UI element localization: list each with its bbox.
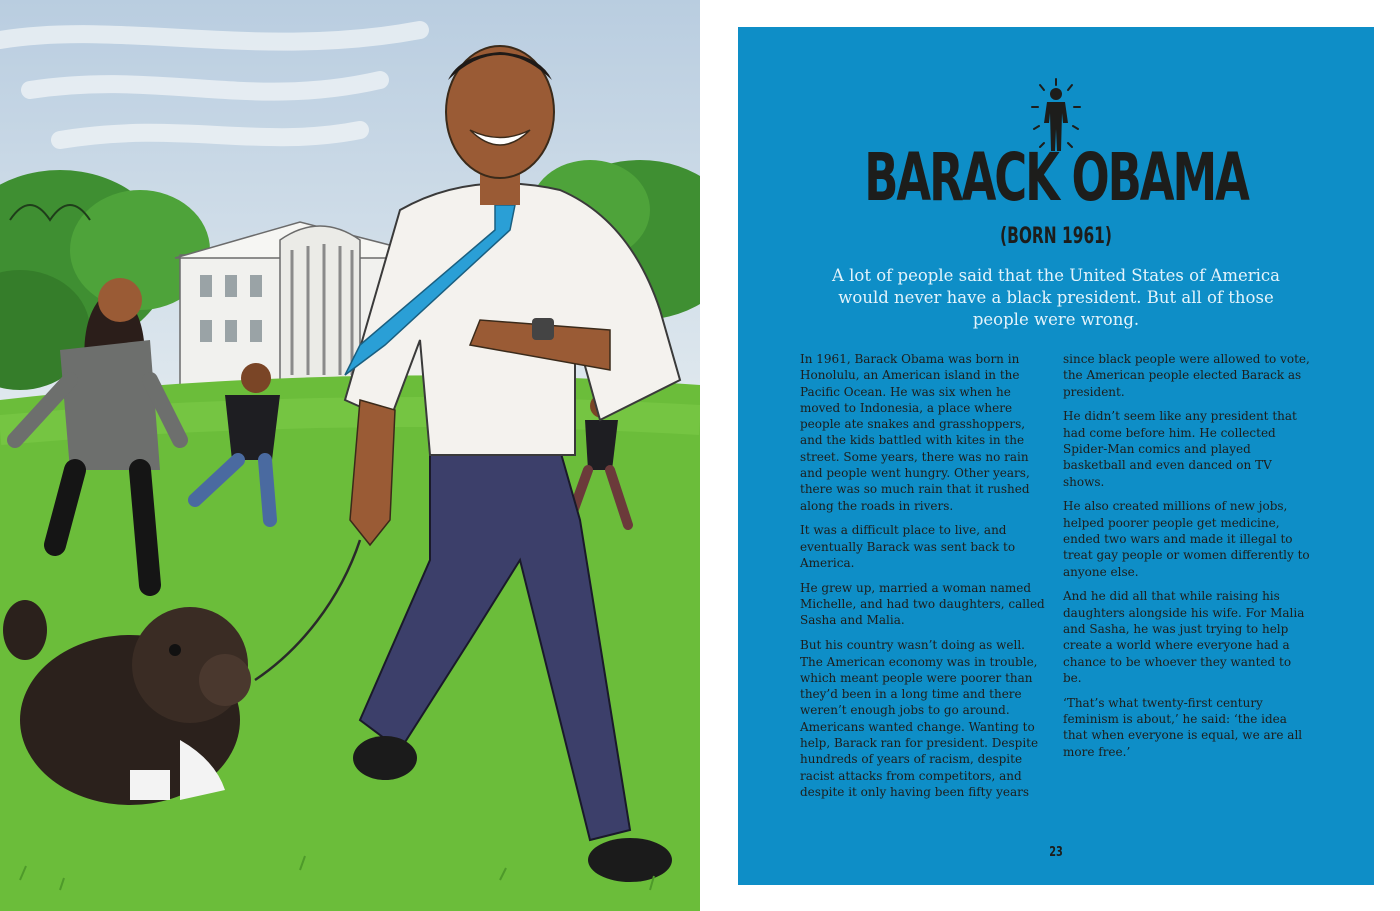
paragraph: But his country wasn’t doing as well. The American economy was in trouble, which meant people were poorer than they’d been in a long time and there weren’t enough jobs to go around. Americans wanted change. Wanting to help, Barack ran for president. Despite hundreds of years of racism, despite racist attacks from competitors, and despite it only having been fifty years	[800, 638, 1039, 799]
paragraph: ‘That’s what twenty-first century feminism is about,’ he said: ‘the idea that when everyone is equal, we are all more free.’	[1063, 695, 1303, 759]
body-column-right	[1063, 351, 1313, 768]
paragraph: He also created millions of new jobs, helped poorer people get medicine, ended two wars and made it illegal to treat gay people or women differently to anyone else.	[1063, 499, 1310, 579]
intro-text: A lot of people said that the United States of America would never have a black president. But all of those people were wrong.	[831, 266, 1280, 329]
lifespan: (BORN 1961)	[1000, 224, 1112, 249]
page-title: BARACK OBAMA	[864, 139, 1248, 216]
body-column-left	[800, 351, 1050, 809]
biography-page	[738, 27, 1374, 885]
paragraph: He didn’t seem like any president that had come before him. He collected Spider-Man comics and played basketball and even danced on TV shows.	[1063, 409, 1297, 489]
paragraph: since black people were allowed to vote, the American people elected Barack as president.	[1063, 352, 1310, 399]
page-number: 23	[1049, 845, 1063, 860]
paragraph: And he did all that while raising his daughters alongside his wife. For Malia and Sasha, he was just trying to help create a world where everyone had a chance to be whoever they wanted to be.	[1063, 589, 1305, 685]
paragraph: It was a difficult place to live, and eventually Barack was sent back to America.	[800, 523, 1016, 571]
paragraph: He grew up, married a woman named Michelle, and had two daughters, called Sasha and Malia.	[800, 580, 1045, 628]
paragraph: In 1961, Barack Obama was born in Honolulu, an American island in the Pacific Ocean. He was six when he moved to Indonesia, a place where people ate snakes and grasshoppers, and the kids battled with kites in the street. Some years, there was no rain and people went hungry. Other years, there was so much rain that it rushed along the roads in rivers.	[800, 352, 1030, 513]
